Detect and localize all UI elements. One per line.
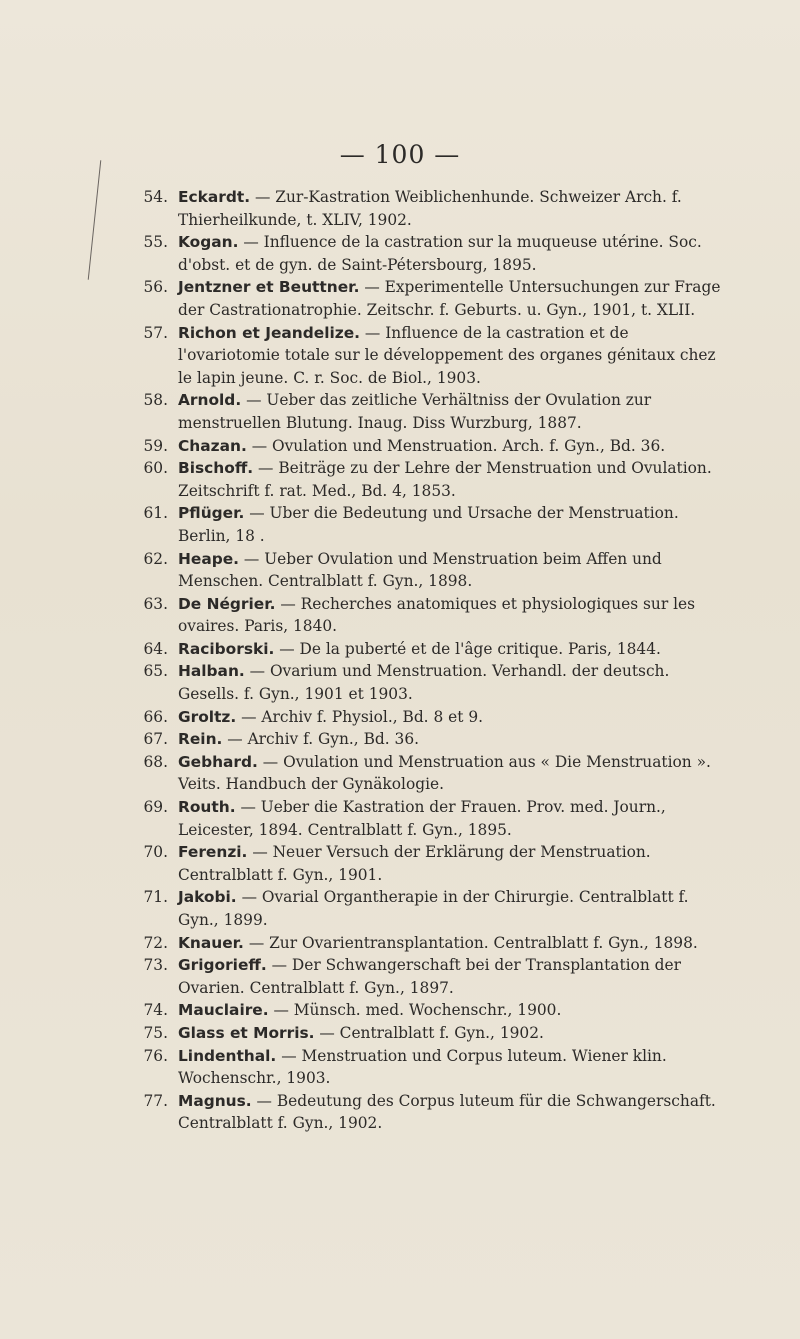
entry-text: — De la puberté et de l'âge critique. Paris, 1844. [279, 639, 661, 658]
entry-author: Lindenthal. [178, 1046, 277, 1065]
entry-number: 58. [143, 391, 168, 410]
entry-author: Ferenzi. [178, 843, 248, 862]
reference-entry [130, 389, 730, 434]
entry-number: 65. [143, 662, 168, 681]
entry-author: Eckardt. [178, 188, 251, 206]
entry-author: Rein. [178, 730, 223, 749]
entry-text: — Influence de la castration sur la muqueuse utérine. Soc. d'obst. et de gyn. de Saint-Pétersbourg, 1895. [178, 233, 702, 274]
entry-number: 77. [143, 1091, 168, 1110]
reference-entry [130, 276, 730, 321]
entry-number: 71. [143, 888, 168, 907]
entry-text: — Influence de la castration et de l'ovariotomie totale sur le développement des organes génitaux chez le lapin jeune. C. r. Soc. de Biol., 1903. [178, 323, 716, 387]
entry-text: — Zur-Kastration Weiblichenhunde. Schweizer Arch. f. Thierheilkunde, t. XLIV, 1902. [178, 188, 682, 229]
entry-number: 62. [143, 549, 168, 568]
entry-text: — Centralblatt f. Gyn., 1902. [319, 1023, 544, 1042]
reference-entry [130, 728, 730, 751]
entry-number: 60. [143, 459, 168, 478]
entry-author: Jentzner et Beuttner. [178, 278, 360, 297]
entry-text: — Münsch. med. Wochenschr., 1900. [273, 1001, 562, 1020]
entry-number: 57. [143, 323, 168, 342]
reference-entry [130, 932, 730, 955]
entry-text: — Experimentelle Untersuchungen zur Frage der Castrationatrophie. Zeitschr. f. Geburts. u. Gyn., 1901, t. XLII. [178, 278, 721, 319]
entry-text: — Ueber die Kastration der Frauen. Prov. med. Journ., Leicester, 1894. Centralblatt f. Gyn., 1895. [178, 798, 666, 839]
entry-number: 75. [143, 1023, 168, 1042]
entry-author: Chazan. [178, 436, 247, 455]
entry-author: Grigorieff. [178, 956, 267, 975]
entry-author: Halban. [178, 662, 245, 681]
reference-entry [130, 322, 730, 390]
reference-entry [130, 435, 730, 458]
reference-entry [130, 186, 730, 231]
entry-author: Magnus. [178, 1091, 252, 1110]
reference-entry [130, 660, 730, 705]
entry-author: De Négrier. [178, 594, 276, 613]
entry-author: Bischoff. [178, 459, 254, 478]
entry-number: 56. [143, 278, 168, 297]
entry-text: — Ueber das zeitliche Verhältniss der Ovulation zur menstruellen Blutung. Inaug. Diss Wurzburg, 1887. [178, 391, 652, 432]
entry-text: — Uber die Bedeutung und Ursache der Menstruation. Berlin, 18 . [178, 504, 679, 545]
entry-text: — Ovarial Organtherapie in der Chirurgie. Centralblatt f. Gyn., 1899. [178, 888, 689, 929]
reference-list [130, 186, 730, 1135]
entry-text: — Menstruation und Corpus luteum. Wiener klin. Wochenschr., 1903. [178, 1046, 667, 1088]
reference-entry [130, 841, 730, 886]
reference-entry [130, 457, 730, 502]
entry-text: — Beiträge zu der Lehre der Menstruation und Ovulation. Zeitschrift f. rat. Med., Bd. 4, 1853. [178, 459, 712, 500]
page-number: — 100 — [339, 140, 461, 169]
reference-entry [130, 548, 730, 593]
reference-entry [130, 502, 730, 547]
reference-entry [130, 706, 730, 729]
entry-number: 76. [143, 1046, 168, 1065]
entry-text: — Zur Ovarientransplantation. Centralblatt f. Gyn., 1898. [248, 933, 698, 952]
entry-number: 59. [143, 436, 168, 455]
entry-number: 54. [143, 188, 168, 206]
reference-entry [130, 1045, 730, 1090]
entry-number: 64. [143, 639, 168, 658]
entry-author: Pflüger. [178, 504, 245, 523]
entry-author: Jakobi. [178, 888, 237, 907]
entry-number: 72. [143, 933, 168, 952]
entry-author: Knauer. [178, 933, 244, 952]
entry-number: 61. [143, 504, 168, 523]
entry-author: Heape. [178, 549, 240, 568]
entry-text: — Archiv f. Gyn., Bd. 36. [227, 730, 420, 749]
reference-entry [130, 638, 730, 661]
reference-entry [130, 954, 730, 999]
entry-author: Mauclaire. [178, 1001, 269, 1020]
entry-text: — Der Schwangerschaft bei der Transplantation der Ovarien. Centralblatt f. Gyn., 1897. [178, 956, 681, 997]
entry-number: 55. [143, 233, 168, 252]
entry-number: 70. [143, 843, 168, 862]
entry-text: — Archiv f. Physiol., Bd. 8 et 9. [241, 707, 484, 726]
entry-author: Richon et Jeandelize. [178, 323, 361, 342]
reference-entry [130, 1022, 730, 1045]
entry-author: Raciborski. [178, 639, 275, 658]
reference-entry [130, 593, 730, 638]
reference-entry [130, 886, 730, 931]
reference-entry [130, 1090, 730, 1135]
reference-entry [130, 999, 730, 1022]
entry-author: Groltz. [178, 707, 237, 726]
entry-text: — Ovulation und Menstruation aus « Die Menstruation ». Veits. Handbuch der Gynäkologie. [178, 752, 711, 794]
entry-number: 66. [143, 707, 168, 726]
entry-author: Routh. [178, 798, 236, 817]
entry-text: — Recherches anatomiques et physiologiques sur les ovaires. Paris, 1840. [178, 594, 696, 636]
entry-number: 63. [143, 594, 168, 613]
entry-text: — Bedeutung des Corpus luteum für die Schwangerschaft. Centralblatt f. Gyn., 1902. [178, 1091, 716, 1133]
reference-entry [130, 751, 730, 796]
entry-number: 69. [143, 798, 168, 817]
reference-entry [130, 231, 730, 276]
reference-entry [130, 796, 730, 841]
entry-text: — Ovarium und Menstruation. Verhandl. der deutsch. Gesells. f. Gyn., 1901 et 1903. [178, 662, 670, 704]
entry-author: Gebhard. [178, 752, 258, 771]
margin-mark [88, 160, 102, 279]
entry-text: — Ovulation und Menstruation. Arch. f. Gyn., Bd. 36. [251, 436, 666, 455]
entry-number: 68. [143, 752, 168, 771]
entry-text: — Neuer Versuch der Erklärung der Menstruation. Centralblatt f. Gyn., 1901. [178, 843, 651, 884]
entry-author: Glass et Morris. [178, 1023, 315, 1042]
entry-author: Kogan. [178, 233, 239, 252]
entry-author: Arnold. [178, 391, 242, 410]
entry-text: — Ueber Ovulation und Menstruation beim Affen und Menschen. Centralblatt f. Gyn., 1898. [178, 549, 662, 591]
entry-number: 73. [143, 956, 168, 975]
entry-number: 67. [143, 730, 168, 749]
entry-number: 74. [143, 1001, 168, 1020]
